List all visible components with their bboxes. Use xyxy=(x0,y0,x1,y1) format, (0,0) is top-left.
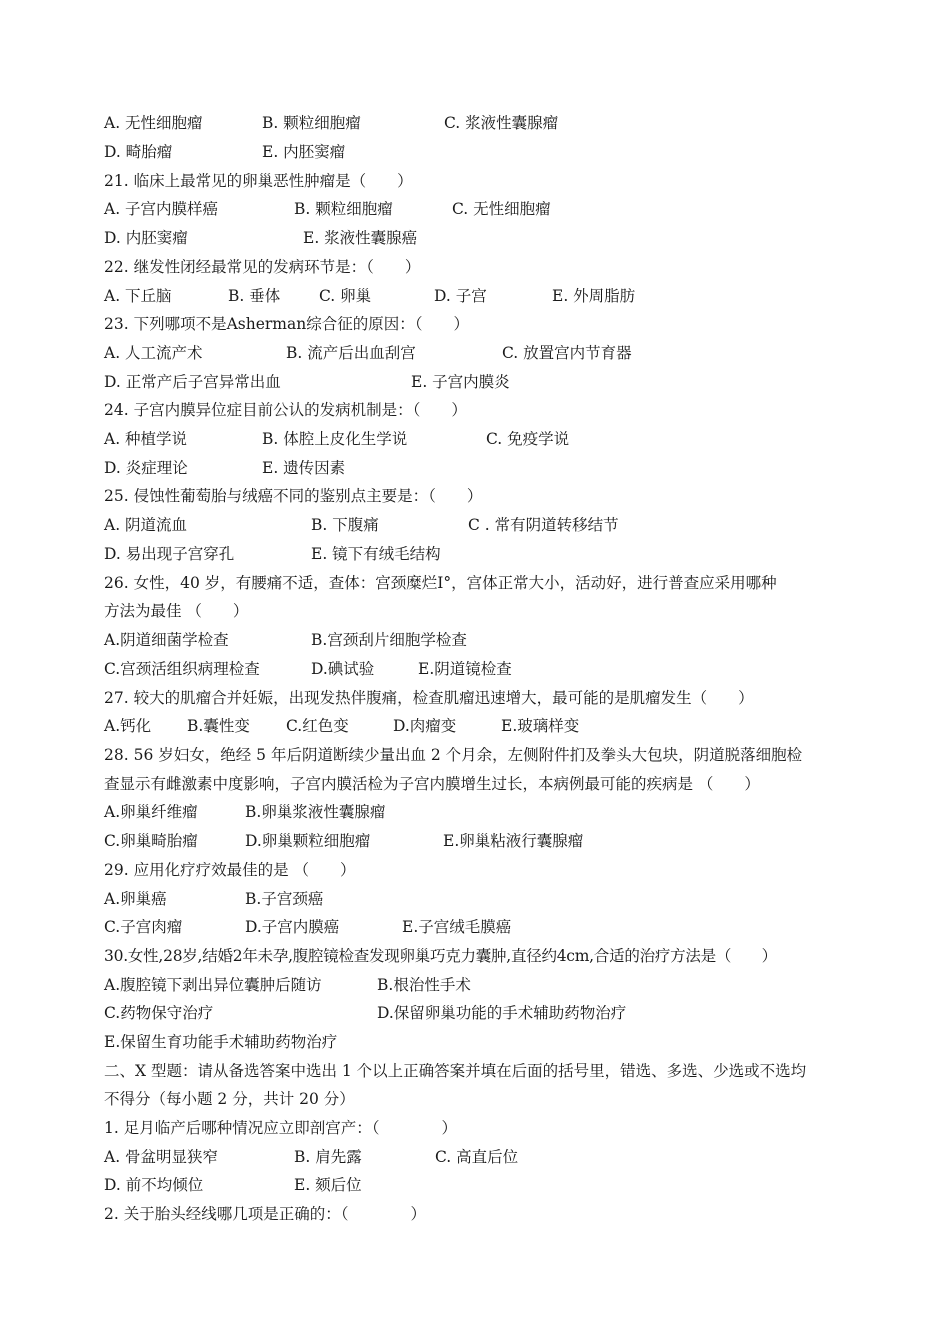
option: C.宫颈活组织病理检查 xyxy=(104,660,260,678)
x-question-1: 1. 足月临产后哪种情况应立即剖宫产：（ ） xyxy=(104,1119,457,1137)
option: A. 人工流产术 xyxy=(104,344,203,362)
option: C . 常有阴道转移结节 xyxy=(468,516,619,534)
option: D. 畸胎瘤 xyxy=(104,143,173,161)
question-28: 28. 56 岁妇女，绝经 5 年后阴道断续少量出血 2 个月余，左侧附件扪及拳头大包块，阴道脱落细胞检 xyxy=(104,746,803,764)
option: C. 浆液性囊腺瘤 xyxy=(444,114,559,132)
option: E.阴道镜检查 xyxy=(418,660,512,678)
option: A. 骨盆明显狭窄 xyxy=(104,1148,219,1166)
question-26-cont: 方法为最佳 （ ） xyxy=(104,602,249,620)
option: E. 浆液性囊腺癌 xyxy=(303,229,418,247)
option: C. 免疫学说 xyxy=(486,430,570,448)
question-28-cont: 查显示有雌激素中度影响，子宫内膜活检为子宫内膜增生过长，本病例最可能的疾病是 （ ） xyxy=(104,775,760,793)
option: C.子宫肉瘤 xyxy=(104,918,183,936)
option: B.囊性变 xyxy=(187,717,250,735)
option: B. 下腹痛 xyxy=(311,516,379,534)
option: B. 流产后出血刮宫 xyxy=(286,344,416,362)
option: C. 卵巢 xyxy=(319,287,372,305)
option: B.卵巢浆液性囊腺瘤 xyxy=(245,803,386,821)
section-heading: 二、X 型题：请从备选答案中选出 1 个以上正确答案并填在后面的括号里，错选、多选、少选或不选均 xyxy=(104,1062,807,1080)
option: C.卵巢畸胎瘤 xyxy=(104,832,198,850)
question-30: 30.女性,28岁,结婚2年未孕,腹腔镜检查发现卵巢巧克力囊肿,直径约4cm,合适的治疗方法是（ ） xyxy=(104,947,777,965)
option: C.药物保守治疗 xyxy=(104,1004,214,1022)
question-29: 29. 应用化疗疗效最佳的是 （ ） xyxy=(104,861,356,879)
question-22: 22. 继发性闭经最常见的发病环节是：（ ） xyxy=(104,258,421,276)
option: B. 颗粒细胞瘤 xyxy=(294,200,393,218)
option: A.阴道细菌学检查 xyxy=(104,631,229,649)
option: E.玻璃样变 xyxy=(501,717,580,735)
option: A. 无性细胞瘤 xyxy=(104,114,203,132)
question-26: 26. 女性，40 岁，有腰痛不适，查体：宫颈糜烂Ⅰ°，宫体正常大小，活动好，进行普查应采用哪种 xyxy=(104,574,777,592)
option: D.肉瘤变 xyxy=(393,717,457,735)
section-heading-cont: 不得分（每小题 2 分，共计 20 分） xyxy=(104,1090,355,1108)
option: A. 下丘脑 xyxy=(104,287,172,305)
option: A.钙化 xyxy=(104,717,152,735)
option: E.卵巢粘液行囊腺瘤 xyxy=(443,832,584,850)
option: A. 种植学说 xyxy=(104,430,188,448)
option: E.子宫绒毛膜癌 xyxy=(402,918,512,936)
option: A. 子宫内膜样癌 xyxy=(104,200,219,218)
option: E. 颏后位 xyxy=(294,1176,362,1194)
question-23: 23. 下列哪项不是Asherman综合征的原因：（ ） xyxy=(104,315,469,333)
option: D.子宫内膜癌 xyxy=(245,918,340,936)
question-24: 24. 子宫内膜异位症目前公认的发病机制是：（ ） xyxy=(104,401,467,419)
option: B. 颗粒细胞瘤 xyxy=(262,114,361,132)
option: A.腹腔镜下剥出异位囊肿后随访 xyxy=(104,976,322,994)
question-25: 25. 侵蚀性葡萄胎与绒癌不同的鉴别点主要是：（ ） xyxy=(104,487,483,505)
option: A.卵巢纤维瘤 xyxy=(104,803,198,821)
option: D. 前不均倾位 xyxy=(104,1176,204,1194)
option: A.卵巢癌 xyxy=(104,890,167,908)
option: A. 阴道流血 xyxy=(104,516,188,534)
option: D. 正常产后子宫异常出血 xyxy=(104,373,281,391)
option: B. 肩先露 xyxy=(294,1148,362,1166)
question-27: 27. 较大的肌瘤合并妊娠，出现发热伴腹痛，检查肌瘤迅速增大，最可能的是肌瘤发生（ ） xyxy=(104,689,754,707)
option: E. 子宫内膜炎 xyxy=(411,373,510,391)
option: B.子宫颈癌 xyxy=(245,890,324,908)
option: D. 子宫 xyxy=(434,287,487,305)
option: D. 易出现子宫穿孔 xyxy=(104,545,235,563)
option: E. 遗传因素 xyxy=(262,459,346,477)
option: C. 高直后位 xyxy=(435,1148,519,1166)
option: E. 镜下有绒毛结构 xyxy=(311,545,441,563)
option: B.宫颈刮片细胞学检查 xyxy=(311,631,467,649)
option: B. 垂体 xyxy=(228,287,281,305)
option: C.红色变 xyxy=(286,717,349,735)
question-21: 21. 临床上最常见的卵巢恶性肿瘤是（ ） xyxy=(104,172,413,190)
option: D.碘试验 xyxy=(311,660,375,678)
option: D. 内胚窦瘤 xyxy=(104,229,188,247)
option: C. 无性细胞瘤 xyxy=(452,200,551,218)
option: B.根治性手术 xyxy=(377,976,471,994)
option-e-line: E.保留生育功能手术辅助药物治疗 xyxy=(104,1033,338,1051)
option: B. 体腔上皮化生学说 xyxy=(262,430,408,448)
option: C. 放置宫内节育器 xyxy=(502,344,632,362)
option: D. 炎症理论 xyxy=(104,459,188,477)
option: E. 内胚窦瘤 xyxy=(262,143,346,161)
option: D.卵巢颗粒细胞瘤 xyxy=(245,832,371,850)
option: E. 外周脂肪 xyxy=(552,287,636,305)
x-question-2: 2. 关于胎头经线哪几项是正确的：（ ） xyxy=(104,1205,426,1223)
option: D.保留卵巢功能的手术辅助药物治疗 xyxy=(377,1004,627,1022)
